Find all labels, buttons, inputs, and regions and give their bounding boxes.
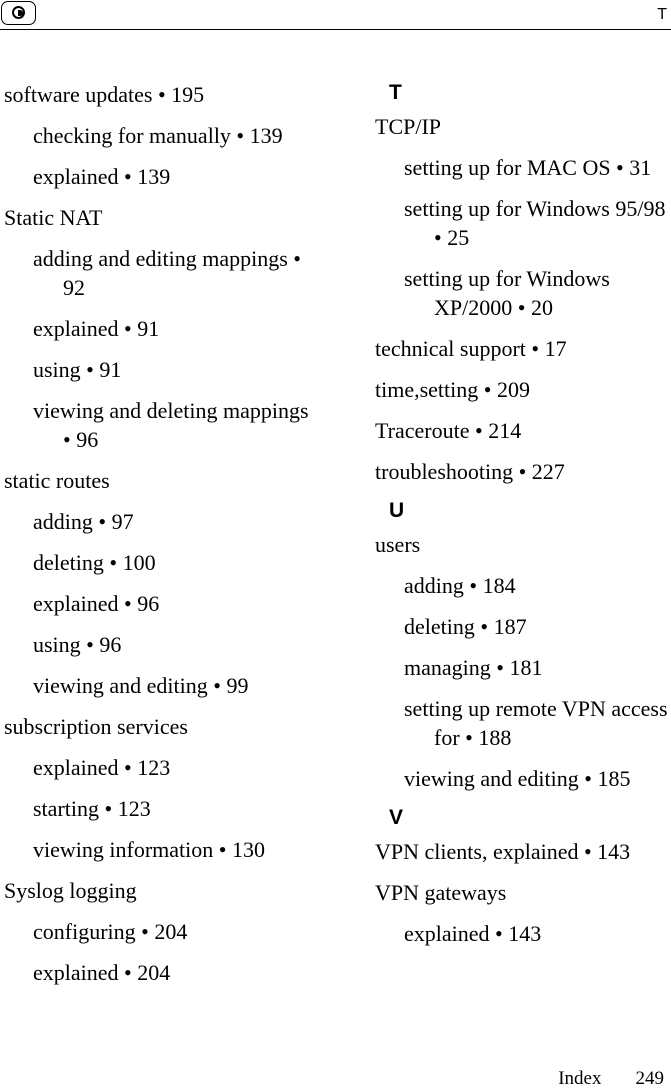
index-subentry: using • 96	[33, 632, 122, 657]
index-column-left	[4, 80, 319, 999]
index-entry: VPN gateways	[375, 880, 507, 905]
page-header	[0, 0, 671, 30]
index-subentry: setting up remote VPN access for • 188	[404, 696, 668, 750]
index-entry: Static NAT	[4, 205, 103, 230]
index-subentry: adding • 97	[33, 509, 134, 534]
index-subentry: using • 91	[33, 357, 122, 382]
index-letter-heading: V	[389, 806, 404, 829]
index-column-right	[375, 80, 671, 960]
index-subentry: explained • 91	[33, 316, 160, 341]
index-subentry: setting up for Windows 95/98 • 25	[404, 196, 666, 250]
index-subentry: explained • 123	[33, 755, 171, 780]
header-section-letter: T	[657, 6, 667, 23]
header-divider	[0, 29, 671, 30]
index-subentry: adding • 184	[404, 573, 516, 598]
index-entry: Syslog logging	[4, 878, 137, 903]
footer-label: Index	[558, 1068, 602, 1089]
index-subentry: starting • 123	[33, 796, 151, 821]
index-entry: Traceroute • 214	[375, 418, 522, 443]
index-letter-heading: U	[389, 499, 405, 522]
index-subentry: viewing information • 130	[33, 837, 265, 862]
index-entry: static routes	[4, 468, 110, 493]
logo-icon	[1, 1, 36, 25]
index-subentry: setting up for MAC OS • 31	[404, 155, 652, 180]
index-subentry: explained • 139	[33, 164, 171, 189]
page-footer	[558, 1069, 664, 1089]
index-entry: subscription services	[4, 714, 188, 739]
index-subentry: explained • 143	[404, 921, 542, 946]
index-subentry: explained • 204	[33, 960, 171, 985]
page-number: 249	[635, 1068, 664, 1089]
index-entry: users	[375, 532, 421, 557]
index-entry: time,setting • 209	[375, 377, 530, 402]
index-subentry: configuring • 204	[33, 919, 188, 944]
index-letter-heading: T	[389, 81, 402, 104]
index-subentry: deleting • 187	[404, 614, 527, 639]
index-subentry: deleting • 100	[33, 550, 156, 575]
index-entry: TCP/IP	[375, 114, 442, 139]
index-entry: VPN clients, explained • 143	[375, 839, 631, 864]
index-subentry: viewing and editing • 99	[33, 673, 249, 698]
index-subentry: checking for manually • 139	[33, 123, 283, 148]
index-subentry: managing • 181	[404, 655, 543, 680]
index-subentry: setting up for Windows XP/2000 • 20	[404, 266, 610, 320]
index-subentry: explained • 96	[33, 591, 160, 616]
logo-dot	[18, 10, 23, 16]
index-subentry: viewing and deleting mappings • 96	[33, 398, 309, 452]
index-entry: technical support • 17	[375, 336, 567, 361]
index-subentry: viewing and editing • 185	[404, 766, 631, 791]
index-entry: software updates • 195	[4, 82, 205, 107]
index-subentry: adding and editing mappings • 92	[33, 246, 301, 300]
index-entry: troubleshooting • 227	[375, 459, 565, 484]
